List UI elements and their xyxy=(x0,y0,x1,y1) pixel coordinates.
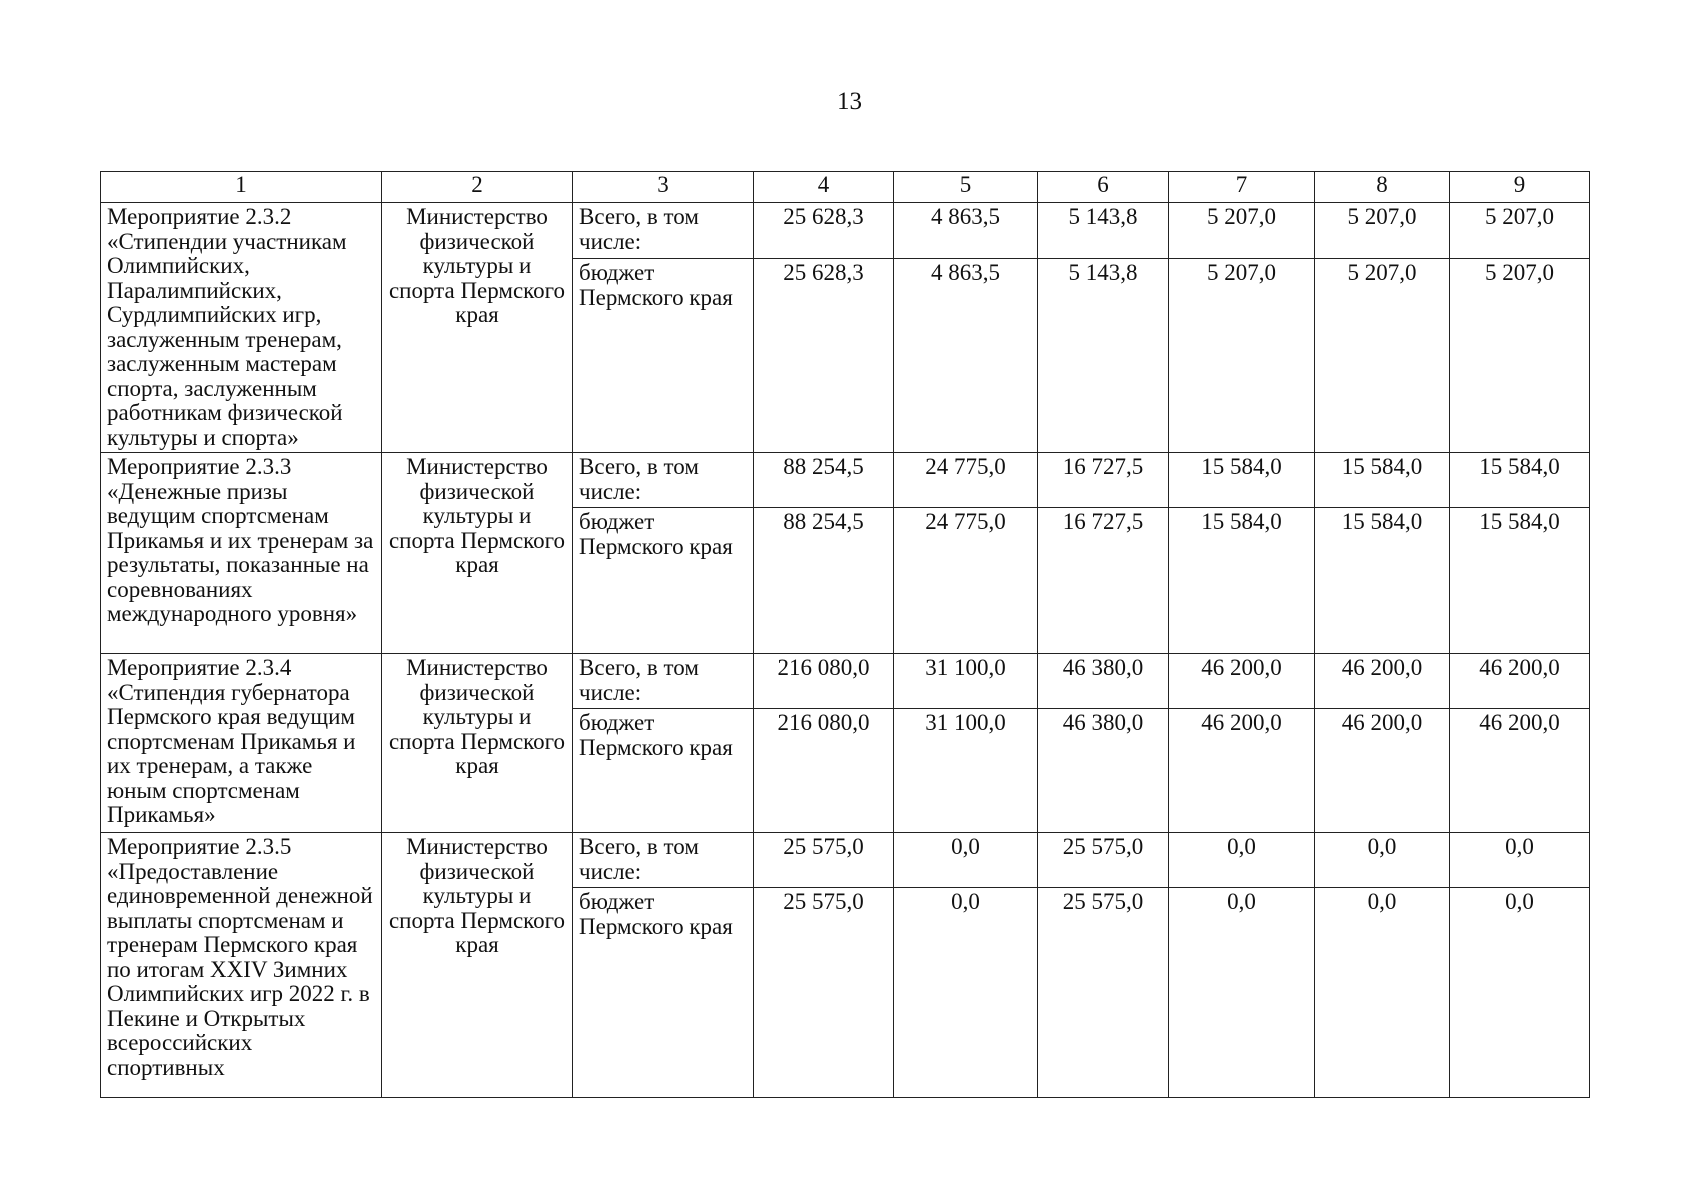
column-number: 7 xyxy=(1169,172,1315,203)
ministry-cell: Министерство физической культуры и спорта Пермского края xyxy=(382,833,573,1098)
value-cell: 15 584,0 xyxy=(1315,508,1450,654)
value-cell: 31 100,0 xyxy=(894,709,1038,833)
value-cell: 5 207,0 xyxy=(1315,259,1450,453)
value-cell: 25 628,3 xyxy=(754,259,894,453)
ministry-cell: Министерство физической культуры и спорта Пермского края xyxy=(382,654,573,833)
event-name-cell: Мероприятие 2.3.2 «Стипендии участникам Олимпийских, Паралимпийских, Сурдлимпийских игр, заслуженным тренерам, заслуженным мастерам спорта, заслуженным работникам физической культуры и спорта» xyxy=(101,203,382,453)
event-name-cell: Мероприятие 2.3.3 «Денежные призы ведущим спортсменам Прикамья и их тренерам за результаты, показанные на соревнованиях международного уровня» xyxy=(101,453,382,654)
funding-source-cell: Всего, в том числе: xyxy=(573,203,754,259)
value-cell: 46 380,0 xyxy=(1038,654,1169,709)
value-cell: 88 254,5 xyxy=(754,453,894,508)
value-cell: 24 775,0 xyxy=(894,453,1038,508)
page-number: 13 xyxy=(837,88,862,115)
funding-source-cell: Всего, в том числе: xyxy=(573,833,754,888)
funding-source-cell: бюджет Пермского края xyxy=(573,709,754,833)
column-number-row xyxy=(101,172,1590,203)
value-cell: 31 100,0 xyxy=(894,654,1038,709)
value-cell: 24 775,0 xyxy=(894,508,1038,654)
value-cell: 46 200,0 xyxy=(1315,654,1450,709)
funding-source-cell: бюджет Пермского края xyxy=(573,888,754,1098)
budget-table xyxy=(100,171,1590,1098)
column-number: 8 xyxy=(1315,172,1450,203)
value-cell: 5 207,0 xyxy=(1450,259,1590,453)
value-cell: 0,0 xyxy=(1315,833,1450,888)
value-cell: 46 200,0 xyxy=(1169,654,1315,709)
value-cell: 15 584,0 xyxy=(1169,453,1315,508)
value-cell: 46 200,0 xyxy=(1169,709,1315,833)
value-cell: 0,0 xyxy=(1169,833,1315,888)
value-cell: 46 200,0 xyxy=(1450,709,1590,833)
value-cell: 5 143,8 xyxy=(1038,203,1169,259)
value-cell: 46 380,0 xyxy=(1038,709,1169,833)
table-row xyxy=(101,654,1590,709)
value-cell: 15 584,0 xyxy=(1315,453,1450,508)
value-cell: 5 207,0 xyxy=(1450,203,1590,259)
funding-source-cell: бюджет Пермского края xyxy=(573,259,754,453)
value-cell: 46 200,0 xyxy=(1315,709,1450,833)
value-cell: 4 863,5 xyxy=(894,203,1038,259)
value-cell: 15 584,0 xyxy=(1450,508,1590,654)
ministry-cell: Министерство физической культуры и спорта Пермского края xyxy=(382,453,573,654)
value-cell: 46 200,0 xyxy=(1450,654,1590,709)
ministry-cell: Министерство физической культуры и спорта Пермского края xyxy=(382,203,573,453)
value-cell: 0,0 xyxy=(894,833,1038,888)
value-cell: 5 143,8 xyxy=(1038,259,1169,453)
column-number: 5 xyxy=(894,172,1038,203)
value-cell: 5 207,0 xyxy=(1315,203,1450,259)
value-cell: 25 575,0 xyxy=(754,833,894,888)
value-cell: 15 584,0 xyxy=(1169,508,1315,654)
funding-source-cell: бюджет Пермского края xyxy=(573,508,754,654)
funding-source-cell: Всего, в том числе: xyxy=(573,453,754,508)
value-cell: 25 575,0 xyxy=(1038,833,1169,888)
value-cell: 0,0 xyxy=(1169,888,1315,1098)
value-cell: 0,0 xyxy=(894,888,1038,1098)
value-cell: 25 575,0 xyxy=(754,888,894,1098)
value-cell: 0,0 xyxy=(1315,888,1450,1098)
table-row xyxy=(101,203,1590,259)
value-cell: 0,0 xyxy=(1450,888,1590,1098)
value-cell: 5 207,0 xyxy=(1169,259,1315,453)
value-cell: 216 080,0 xyxy=(754,709,894,833)
funding-source-cell: Всего, в том числе: xyxy=(573,654,754,709)
column-number: 1 xyxy=(101,172,382,203)
value-cell: 16 727,5 xyxy=(1038,453,1169,508)
value-cell: 4 863,5 xyxy=(894,259,1038,453)
value-cell: 16 727,5 xyxy=(1038,508,1169,654)
event-name-cell: Мероприятие 2.3.5 «Предоставление единовременной денежной выплаты спортсменам и тренерам Пермского края по итогам XXIV Зимних Олимпийских игр 2022 г. в Пекине и Открытых всероссийских спортивных xyxy=(101,833,382,1098)
column-number: 6 xyxy=(1038,172,1169,203)
value-cell: 0,0 xyxy=(1450,833,1590,888)
column-number: 3 xyxy=(573,172,754,203)
value-cell: 88 254,5 xyxy=(754,508,894,654)
column-number: 4 xyxy=(754,172,894,203)
value-cell: 216 080,0 xyxy=(754,654,894,709)
value-cell: 15 584,0 xyxy=(1450,453,1590,508)
value-cell: 25 628,3 xyxy=(754,203,894,259)
value-cell: 25 575,0 xyxy=(1038,888,1169,1098)
event-name-cell: Мероприятие 2.3.4 «Стипендия губернатора Пермского края ведущим спортсменам Прикамья и их тренерам, а также юным спортсменам Прикамья» xyxy=(101,654,382,833)
table-row xyxy=(101,833,1590,888)
value-cell: 5 207,0 xyxy=(1169,203,1315,259)
column-number: 9 xyxy=(1450,172,1590,203)
column-number: 2 xyxy=(382,172,573,203)
table-row xyxy=(101,453,1590,508)
